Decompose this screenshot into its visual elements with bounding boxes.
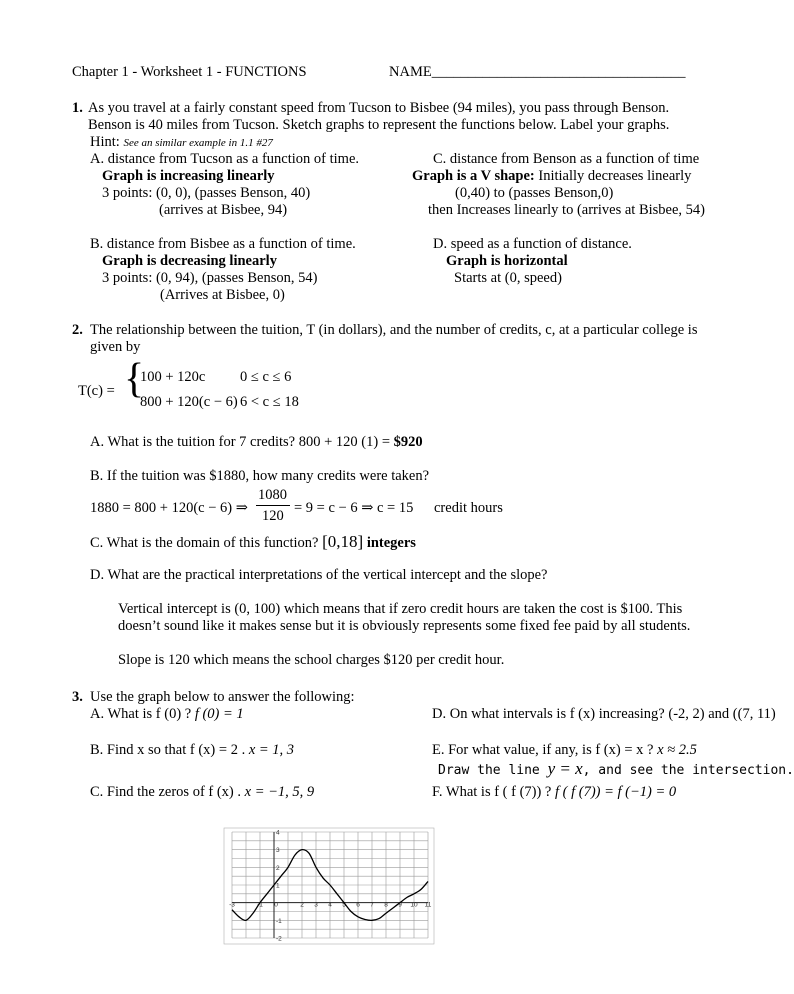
x-tick-label: 3 — [314, 901, 318, 909]
q1c-answer-bold: Graph is a V shape: — [412, 168, 535, 184]
hint-label: Hint: — [90, 134, 120, 150]
q3e-answer: x ≈ 2.5 — [657, 742, 697, 758]
q1-intro-line1: As you travel at a fairly constant speed from Tucson to Bisbee (94 miles), you pass through Benson. — [88, 100, 670, 116]
q3e-note — [438, 760, 794, 779]
y-tick-label: -1 — [276, 917, 282, 925]
y-tick-label: 1 — [276, 882, 280, 890]
q2d-para1-line2: doesn’t sound like it makes sense but it is obviously represents some fixed fee paid by all students. — [118, 618, 691, 634]
q1a-line1: 3 points: (0, 0), (passes Benson, 40) — [102, 185, 311, 201]
q1d-answer: Graph is horizontal — [446, 253, 568, 269]
q2b-work-right: = 9 = c − 6 ⇒ c = 15 — [294, 500, 414, 516]
q3f-answer: f ( f (7)) = f (−1) = 0 — [555, 784, 677, 800]
q1a-line2: (arrives at Bisbee, 94) — [159, 202, 288, 218]
q3d-question: D. On what intervals is f (x) increasing? — [432, 706, 665, 722]
q3-number: 3. — [72, 689, 83, 705]
q2c-interval: [0,18] — [322, 532, 364, 551]
q2-function-lhs: T(c) = — [78, 383, 115, 399]
x-tick-label: 11 — [424, 901, 432, 909]
q2c-question: C. What is the domain of this function? — [90, 535, 319, 551]
x-tick-label: 8 — [384, 901, 388, 909]
q1b-line1: 3 points: (0, 94), (passes Benson, 54) — [102, 270, 318, 286]
worksheet-title: Chapter 1 - Worksheet 1 - FUNCTIONS — [72, 64, 307, 80]
q3a-answer: f (0) = 1 — [194, 706, 244, 722]
q2-piece1-cond: 0 ≤ c ≤ 6 — [240, 369, 292, 385]
q1a-question: A. distance from Tucson as a function of time. — [90, 151, 360, 167]
q2d-question: D. What are the practical interpretations of the vertical intercept and the slope? — [90, 567, 548, 583]
q2-intro-line1: The relationship between the tuition, T (in dollars), and the number of credits, c, at a particular college is — [90, 322, 698, 338]
q1c-line2: then Increases linearly to (arrives at Bisbee, 54) — [428, 202, 706, 218]
name-field[interactable]: NAME___________________________________ — [389, 64, 686, 80]
q1c-question: C. distance from Benson as a function of time — [433, 151, 700, 167]
q2b-work-left: 1880 = 800 + 120(c − 6) ⇒ — [90, 500, 248, 516]
graph-frame — [224, 828, 434, 944]
q2-number: 2. — [72, 322, 83, 338]
q3d — [432, 706, 776, 723]
q2c — [90, 533, 416, 552]
q1d-question: D. speed as a function of distance. — [433, 236, 632, 252]
q2b-question: B. If the tuition was $1880, how many credits were taken? — [90, 468, 430, 484]
x-tick-label: 0 — [274, 901, 278, 909]
q3d-answer: (-2, 2) and ((7, 11) — [668, 706, 776, 722]
x-tick-label: 4 — [328, 901, 332, 909]
q2b-frac-den: 120 — [262, 508, 284, 524]
function-graph — [224, 828, 434, 944]
q1-hint — [90, 134, 273, 152]
q2a-question: A. What is the tuition for 7 credits? 800 + 120 (1) = — [90, 434, 394, 450]
q3b-answer: x = 1, 3 — [248, 742, 295, 758]
q3e-question: E. For what value, if any, is f (x) = x ? — [432, 742, 654, 758]
q2a — [90, 434, 423, 451]
q3f — [432, 784, 676, 801]
q3e-note-eq: y = x — [547, 759, 583, 778]
x-tick-label: -1 — [257, 901, 263, 909]
q2c-answer: integers — [366, 535, 416, 551]
q1a-answer: Graph is increasing linearly — [102, 168, 275, 184]
q3f-question: F. What is f ( f (7)) ? — [432, 784, 552, 800]
q2-piece1-expr: 100 + 120c — [140, 369, 206, 385]
q2-piece2-expr: 800 + 120(c − 6) — [140, 394, 238, 410]
y-tick-label: 3 — [276, 847, 280, 855]
q1b-line2: (Arrives at Bisbee, 0) — [160, 287, 285, 303]
x-tick-label: 2 — [300, 901, 304, 909]
x-tick-label: 9 — [398, 901, 402, 909]
x-tick-label: 5 — [342, 901, 346, 909]
q2d-para1-line1: Vertical intercept is (0, 100) which means that if zero credit hours are taken the cost is $100. This — [118, 601, 683, 617]
fraction-bar — [256, 505, 290, 506]
q3b-question: B. Find x so that f (x) = 2 . — [90, 742, 246, 758]
q2d-para2: Slope is 120 which means the school charges $120 per credit hour. — [118, 652, 505, 668]
q1c-answer — [412, 168, 691, 185]
x-tick-label: 7 — [370, 901, 374, 909]
q2b-frac-num: 1080 — [258, 487, 287, 503]
q1c-line1: (0,40) to (passes Benson,0) — [455, 185, 614, 201]
q3a-question: A. What is f (0) ? — [90, 706, 192, 722]
x-tick-label: 10 — [410, 901, 418, 909]
q3e-note-pre: Draw the line — [438, 763, 548, 778]
y-tick-label: 4 — [276, 829, 280, 837]
hint-text: See an similar example in 1.1 #27 — [123, 137, 273, 149]
q2-piece2-cond: 6 < c ≤ 18 — [240, 394, 299, 410]
q3c — [90, 784, 314, 801]
y-tick-label: -2 — [276, 935, 282, 943]
q1-number: 1. — [72, 100, 83, 116]
q3c-question: C. Find the zeros of f (x) . — [90, 784, 242, 800]
q3-intro: Use the graph below to answer the following: — [90, 689, 355, 705]
x-tick-label: 6 — [356, 901, 360, 909]
y-tick-label: 2 — [276, 864, 280, 872]
q2b-units: credit hours — [434, 500, 503, 516]
q1b-answer: Graph is decreasing linearly — [102, 253, 277, 269]
q3c-answer: x = −1, 5, 9 — [244, 784, 315, 800]
q3e — [432, 742, 697, 759]
q3a — [90, 706, 244, 723]
q1-intro-line2: Benson is 40 miles from Tucson. Sketch graphs to represent the functions below. Label your graphs. — [88, 117, 670, 133]
q2a-answer: $920 — [393, 434, 423, 450]
q1d-line1: Starts at (0, speed) — [454, 270, 562, 286]
x-tick-label: -3 — [229, 901, 235, 909]
q3e-note-post: , and see the intersection. — [582, 763, 794, 778]
piecewise-brace: { — [124, 356, 145, 402]
q2-intro-line2: given by — [90, 339, 141, 355]
q3b — [90, 742, 294, 759]
q1b-question: B. distance from Bisbee as a function of time. — [90, 236, 356, 252]
q1c-answer-rest: Initially decreases linearly — [538, 168, 692, 184]
